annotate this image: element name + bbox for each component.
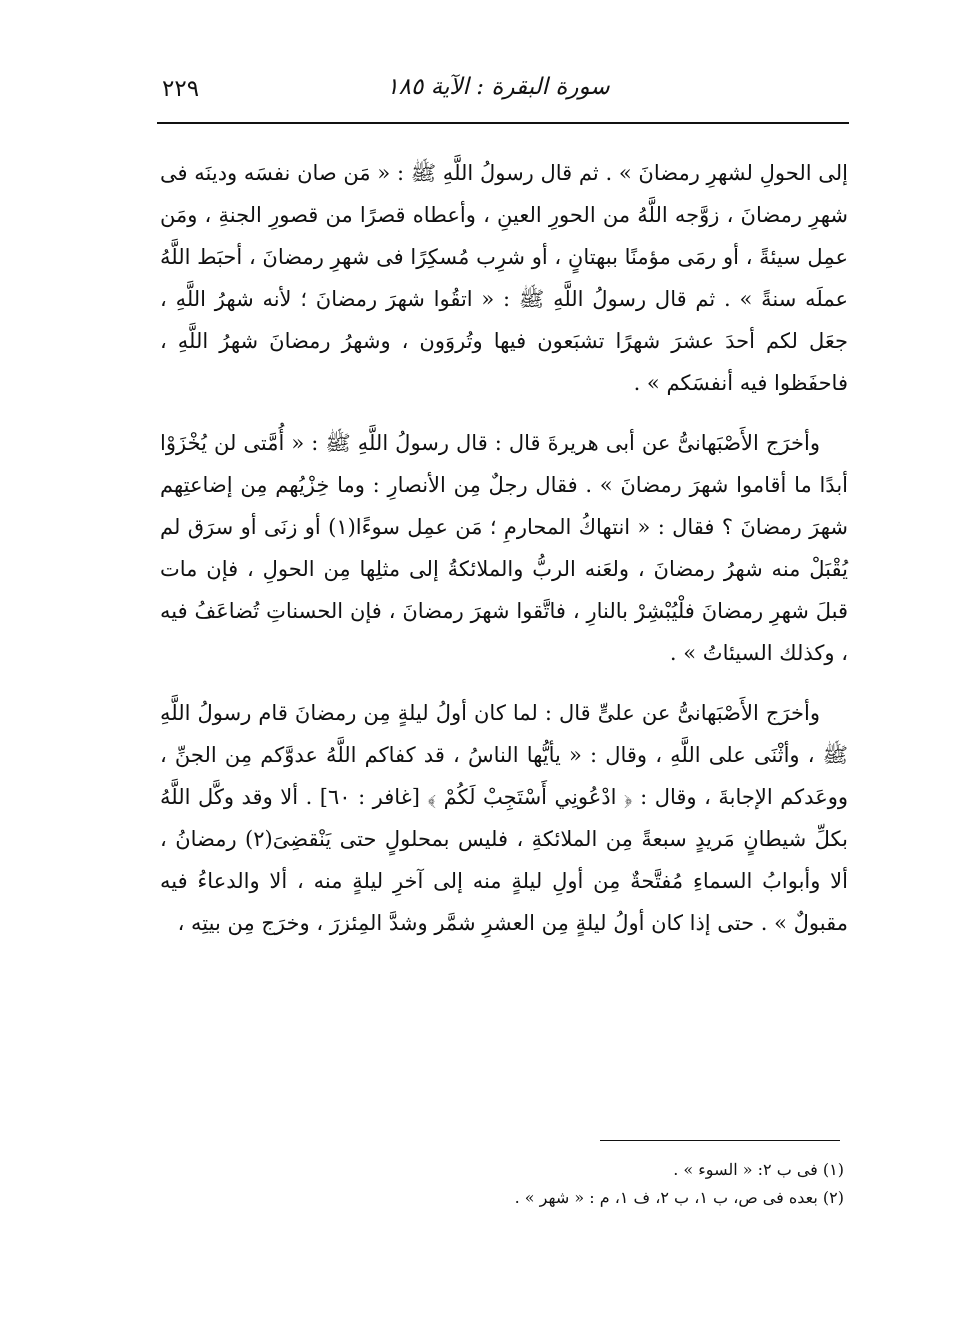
page-header (148, 68, 848, 116)
header-rule (157, 122, 849, 124)
paragraph: إلى الحولِ لشهرِ رمضانَ » . ثم قال رسولُ اللَّهِ ﷺ : « مَن صان نفسَه ودينَه فى شهرِ رمضانَ ، زوَّجه اللَّهُ من الحورِ العينِ ، وأعطاه قصرًا من قصورِ الجنةِ ، ومَن عمِل سيئةً ، أو رمَى مؤمنًا ببهتانٍ ، أو شرِب مُسكِرًا فى شهرِ رمضانَ ، أحبَط اللَّهُ عملَه سنةً » . ثم قال رسولُ اللَّهِ ﷺ : « اتقُوا شهرَ رمضانَ ؛ لأنه شهرُ اللَّهِ ، جعَل لكم أحدَ عشرَ شهرًا تشبَعون فيها وتُروَون ، وشهرُ رمضانَ شهرُ اللَّهِ ، فاحفَظوا فيه أنفسَكم » . (160, 161, 848, 395)
page-number: ٢٢٩ (162, 76, 200, 102)
running-title: سورة البقرة : الآية ١٨٥ (386, 74, 610, 100)
footnote-rule (600, 1140, 840, 1141)
paragraph: وأخرَج الأَصْبَهانىُّ عن أبى هريرةَ قال : قال رسولُ اللَّهِ ﷺ : « أُمَّتى لن يُخْزَوْا أبدًا ما أقاموا شهرَ رمضانَ » . فقال رجلٌ مِن الأنصارِ : وما خِزْيُهم مِن إضاعتِهم شهرَ رمضانَ ؟ فقال : « انتهاكُ المحارمِ ؛ مَن عمِل سوءًا(١) أو زنَى أو سرَق لم يُقْبَلْ منه شهرُ رمضانَ ، ولعَنه الربُّ والملائكةُ إلى مثلِها مِن الحولِ ، فإن مات قبلَ شهرِ رمضانَ فلْيُبْشِرْ بالنارِ ، فاتَّقوا شهرَ رمضانَ ، فإن الحسناتِ تُضاعَفُ فيه ، وكذلك السيئاتُ » . (160, 431, 848, 665)
paragraph: وأخرَج الأَصْبَهانىُّ عن علىٍّ قال : لما كان أولُ ليلةٍ مِن رمضانَ قام رسولُ اللَّهِ ﷺ ، وأثْنَى على اللَّهِ ، وقال : « يأيُّها الناسُ ، قد كفاكم اللَّهُ عدوَّكم مِن الجنِّ ، ووعَدكم الإجابةَ ، وقال : ﴿ ادْعُونِي أَسْتَجِبْ لَكُمْ ﴾ [غافر : ٦٠] . ألا وقد وكَّل اللَّهُ بكلِّ شيطانٍ مَريدٍ سبعةً مِن الملائكةِ ، فليس بمحلولٍ حتى يَنْقضِىَ(٢) رمضانُ ، ألا وأبوابُ السماءِ مُفتَّحةٌ مِن أولِ ليلةٍ منه إلى آخرِ ليلةٍ منه ، ألا والدعاءُ فيه مقبولٌ » . حتى إذا كان أولُ ليلةٍ مِن العشرِ شمَّر وشدَّ المِئزرَ ، وخرَج مِن بيتِه ، (160, 701, 849, 935)
footnote: (١) فى ب ٢: « السوء » . (673, 1160, 844, 1179)
footnotes (160, 1156, 844, 1212)
main-text (160, 152, 848, 962)
footnote: (٢) بعده فى ص، ب ١، ب ٢، ف ١، م : « شهر » . (514, 1188, 844, 1207)
